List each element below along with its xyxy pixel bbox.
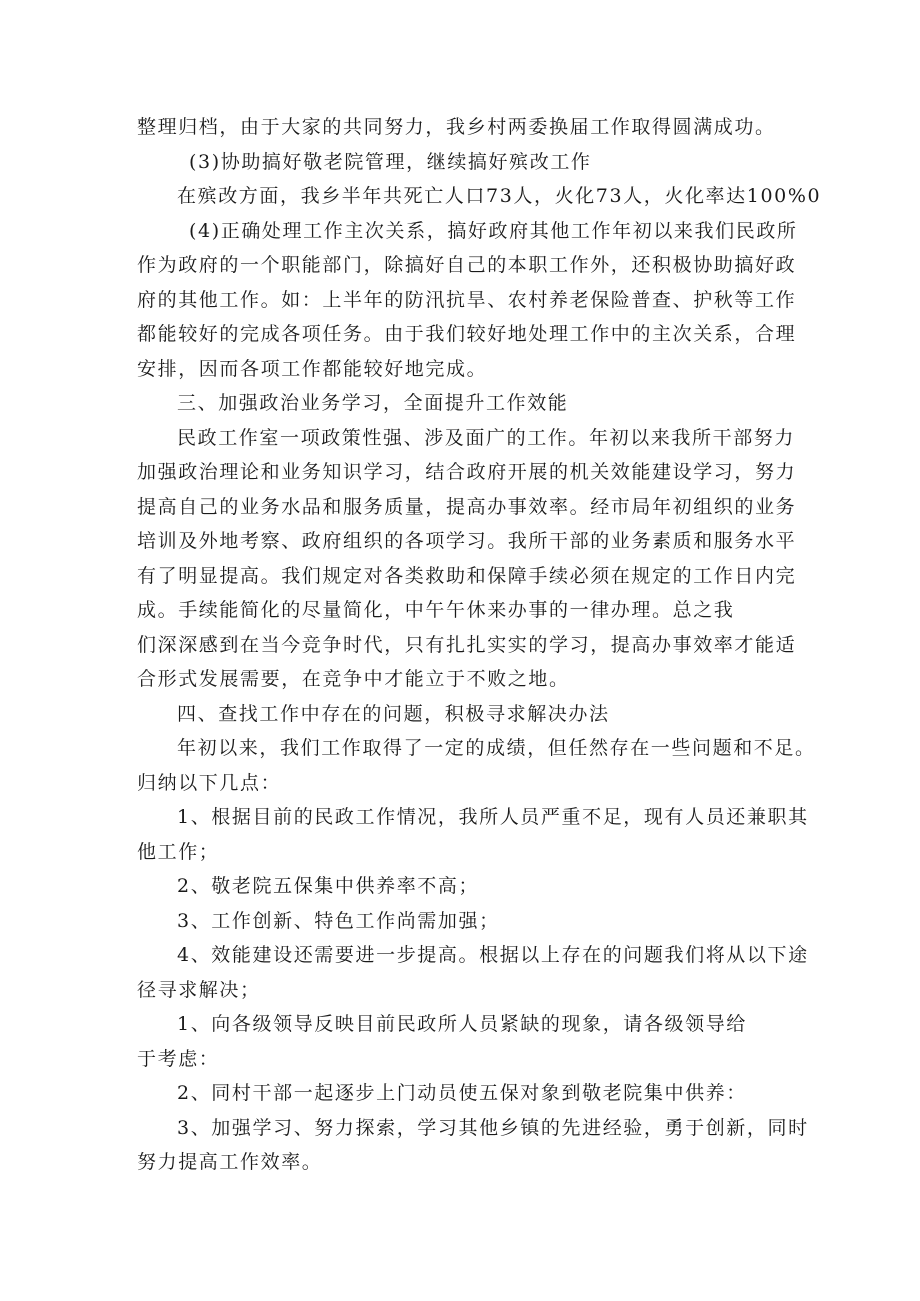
text-line: 2、敬老院五保集中供养率不高； xyxy=(177,875,480,897)
document-body xyxy=(137,110,822,1180)
text-line: 加强政治理论和业务知识学习，结合政府开展的机关效能建设学习，努力 xyxy=(137,461,797,483)
text-line: 四、查找工作中存在的问题，积极寻求解决办法 xyxy=(177,702,610,725)
text-line: 提高自己的业务水品和服务质量，提高办事效率。经市局年初组织的业务 xyxy=(137,495,797,518)
text-line: 们深深感到在当今竞争时代，只有扎扎实实的学习，提高办事效率才能适 xyxy=(137,633,797,656)
text-line: 培训及外地考察、政府组织的各项学习。我所干部的业务素质和服务水平 xyxy=(137,530,797,552)
text-line: (4)正确处理工作主次关系，搞好政府其他工作年初以来我们民政所 xyxy=(189,219,798,242)
text-line: 民政工作室一项政策性强、涉及面广的工作。年初以来我所干部努力 xyxy=(177,426,796,449)
text-line: 三、加强政治业务学习，全面提升工作效能 xyxy=(177,392,569,414)
text-line: 归纳以下几点： xyxy=(137,771,282,794)
text-line: 安排，因而各项工作都能较好地完成。 xyxy=(137,357,488,380)
text-line: 整理归档，由于大家的共同努力，我乡村两委换届工作取得圆满成功。 xyxy=(137,116,776,138)
text-line: 成。手续能简化的尽量简化，中午午休来办事的一律办理。总之我 xyxy=(137,599,735,621)
text-line: 府的其他工作。如：上半年的防汛抗旱、农村养老保险普查、护秋等工作 xyxy=(137,288,797,311)
text-line: 3、工作创新、特色工作尚需加强； xyxy=(177,909,500,932)
text-line: 都能较好的完成各项任务。由于我们较好地处理工作中的主次关系，合理 xyxy=(137,323,797,345)
text-line: 有了明显提高。我们规定对各类救助和保障手续必须在规定的工作日内完 xyxy=(137,564,797,587)
text-line: 努力提高工作效率。 xyxy=(137,1151,323,1173)
text-line: 于考虑： xyxy=(137,1047,220,1070)
text-line: 4、效能建设还需要进一步提高。根据以上存在的问题我们将从以下途 xyxy=(177,944,809,966)
text-line: 2、同村干部一起逐步上门动员使五保对象到敬老院集中供养： xyxy=(177,1082,747,1104)
text-line: 1、根据目前的民政工作情况，我所人员严重不足，现有人员还兼职其 xyxy=(177,806,809,828)
text-line: 他工作； xyxy=(137,840,220,863)
text-line: (3)协助搞好敬老院管理，继续搞好殡改工作 xyxy=(189,150,592,173)
text-line: 1、向各级领导反映目前民政所人员紧缺的现象，请各级领导给 xyxy=(177,1013,747,1035)
text-line: 径寻求解决； xyxy=(137,978,261,1001)
text-line: 年初以来，我们工作取得了一定的成绩，但任然存在一些问题和不足。 xyxy=(177,737,816,759)
text-line: 合形式发展需要，在竞争中才能立于不败之地。 xyxy=(137,668,570,690)
text-line: 3、加强学习、努力探索，学习其他乡镇的先进经验，勇于创新，同时 xyxy=(177,1116,809,1139)
text-line: 作为政府的一个职能部门，除搞好自己的本职工作外，还积极协助搞好政 xyxy=(137,254,797,276)
text-line: 在殡改方面，我乡半年共死亡人口73人，火化73人，火化率达100%0 xyxy=(177,185,822,207)
